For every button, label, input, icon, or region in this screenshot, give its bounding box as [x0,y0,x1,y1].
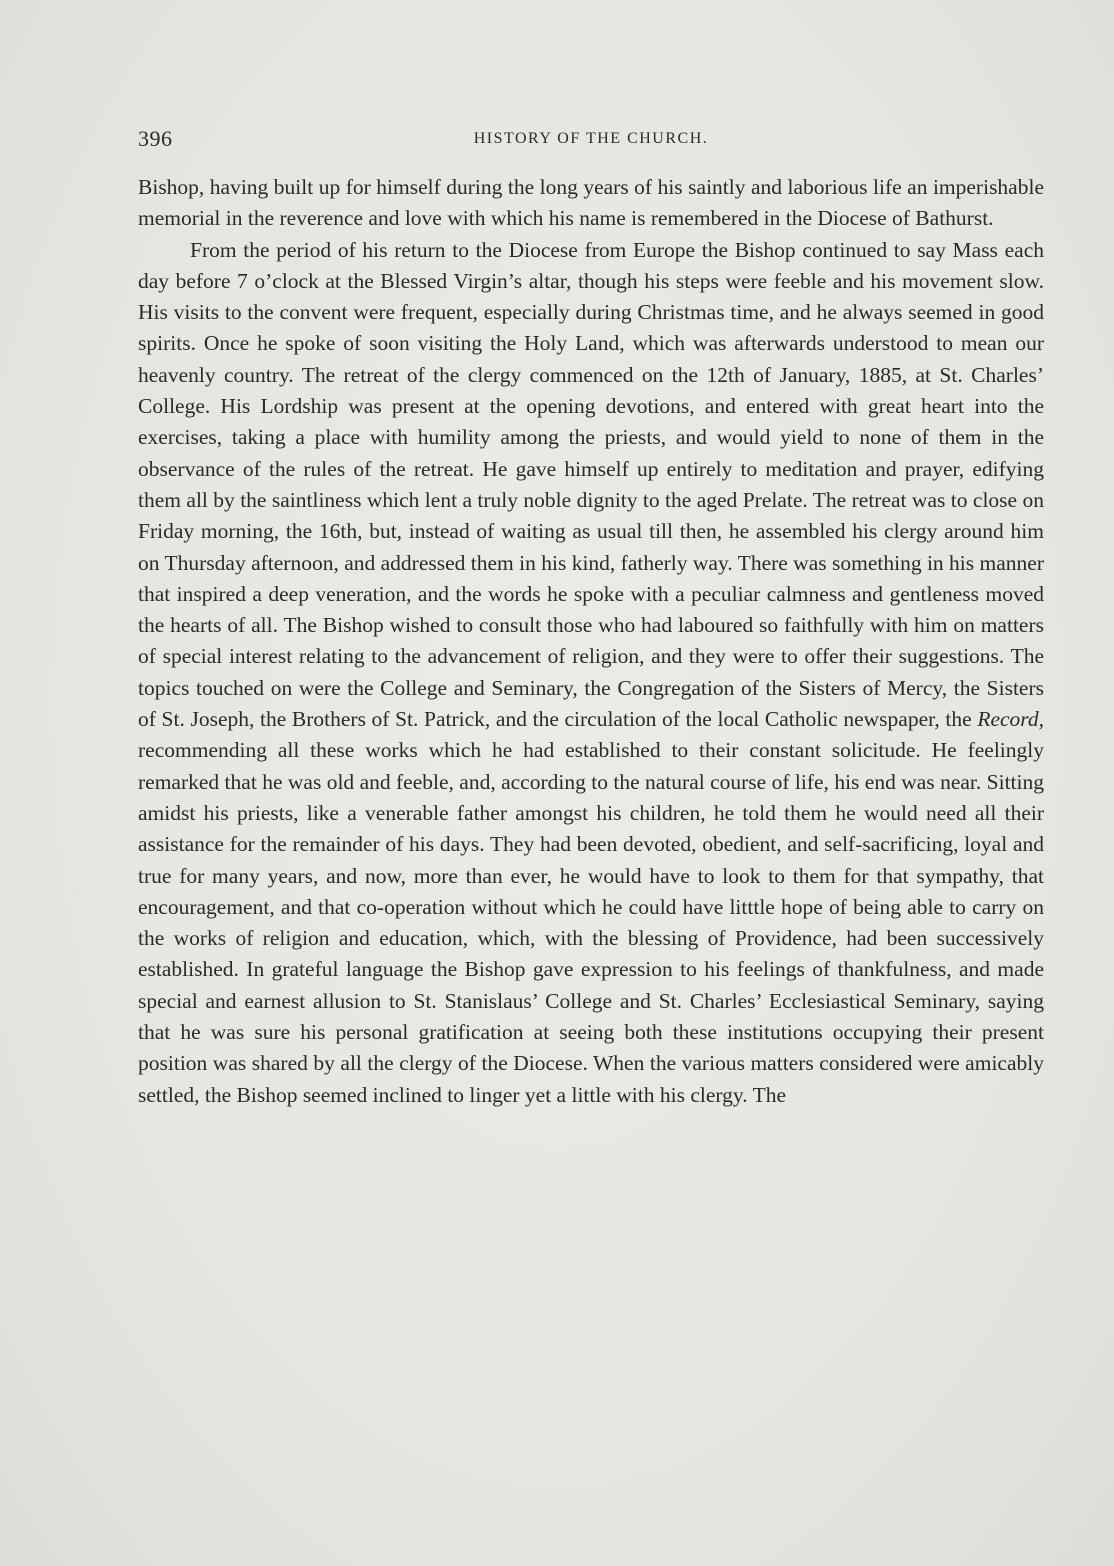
paragraph-continuation [138,172,1044,235]
paragraph-text-after: recommending all these works which he had established to their constant solicitude. He feelingly remarked that he was old and feeble, and, according to the natural course of life, his end was near. Sitting amidst his priests, like a venerable father amongst his children, he told them he would need all their assistance for the remainder of his days. They had been devoted, obedient, and self-sacrificing, loyal and true for many years, and now, more than ever, he would have to look to them for that sympathy, that encouragement, and that co-operation without which he could have litttle hope of being able to carry on the works of religion and education, which, with the blessing of Providence, had been successively established. In grateful language the Bishop gave expression to his feelings of thankfulness, and made special and earnest allusion to St. Stanislaus’ College and St. Charles’ Ecclesiastical Seminary, saying that he was sure his personal gratification at seeing both these institutions occupying their present position was shared by all the clergy of the Diocese. When the various matters considered were amicably settled, the Bishop seemed inclined to linger yet a little with his clergy. The [138,738,1044,1107]
paragraph-retreat [138,235,1044,1111]
body-text [138,172,1044,1111]
page-header [138,126,1044,156]
paragraph-text: Bishop, having built up for himself during the long years of his saintly and laborious life an imperishable memorial in the reverence and love with which his name is remembered in the Diocese of Bathurst. [138,175,1044,231]
page-number: 396 [138,126,173,151]
paragraph-text-before: From the period of his return to the Diocese from Europe the Bishop continued to say Mass each day before 7 o’clock at the Blessed Virgin’s altar, though his steps were feeble and his movement slow. His visits to the convent were frequent, especially during Christmas time, and he always seemed in good spirits. Once he spoke of soon visiting the Holy Land, which was afterwards understood to mean our heavenly country. The retreat of the clergy commenced on the 12th of January, 1885, at St. Charles’ College. His Lordship was present at the opening devotions, and entered with great heart into the exercises, taking a place with humility among the priests, and would yield to none of them in the observance of the rules of the retreat. He gave himself up entirely to meditation and prayer, edifying them all by the saintliness which lent a truly noble dignity to the aged Prelate. The retreat was to close on Friday morning, the 16th, but, instead of waiting as usual till then, he assembled his clergy around him on Thursday afternoon, and addressed them in his kind, fatherly way. There was something in his manner that inspired a deep veneration, and the words he spoke with a peculiar calmness and gentleness moved the hearts of all. The Bishop wished to consult those who had laboured so faithfully with him on matters of special interest relating to the advancement of religion, and they were to offer their suggestions. The topics touched on were the College and Seminary, the Congregation of the Sisters of Mercy, the Sisters of St. Joseph, the Brothers of St. Patrick, and the circulation of the local Catholic newspaper, the [138,237,1044,732]
running-head: HISTORY OF THE CHURCH. [473,130,709,147]
newspaper-title: Record, [977,707,1044,732]
